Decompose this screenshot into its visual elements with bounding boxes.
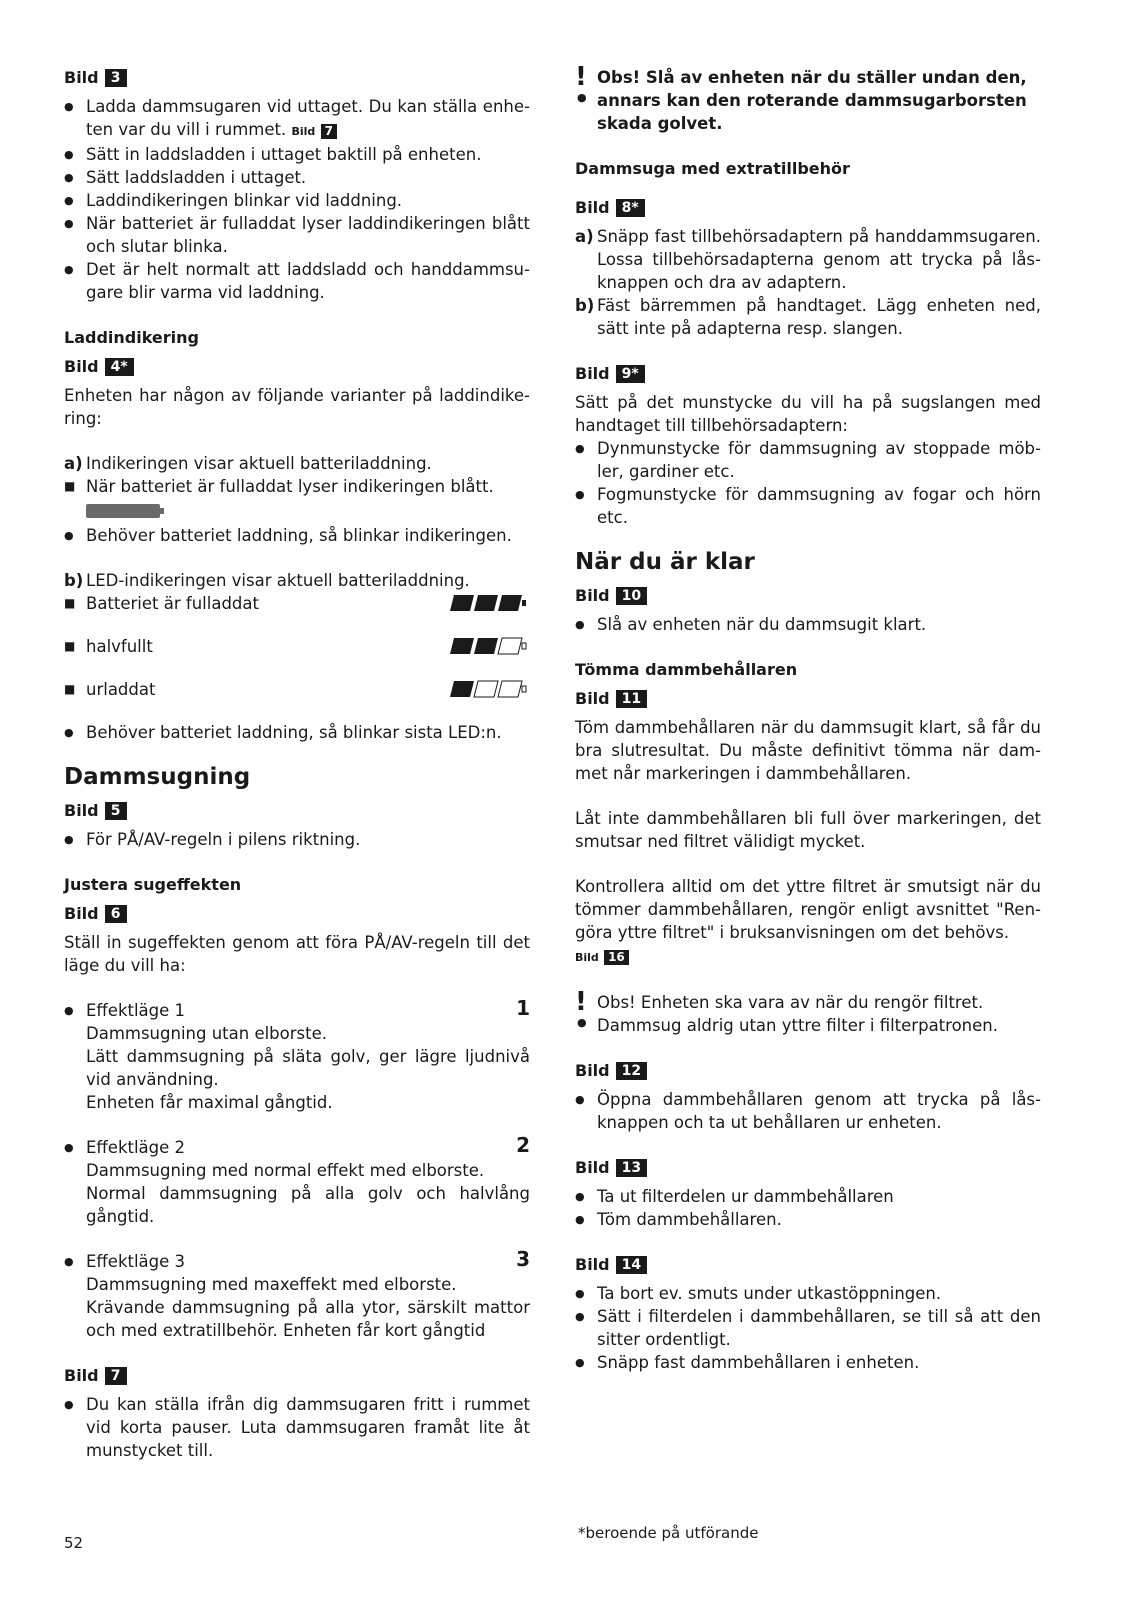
effect-number: ● 3: [516, 1247, 530, 1271]
list-item: ● Ta bort ev. smuts under utkastöppningen.: [575, 1282, 1041, 1305]
list-item: ● När batteriet är fulladdat lyser laddindikeringen blått och slutar blinka.: [64, 212, 530, 258]
section-title: Dammsugning: [64, 764, 251, 790]
warning-note: ! ● Obs! Enheten ska vara av när du rengör filtret. Dammsug aldrig utan yttre filter i filterpatronen.: [575, 987, 998, 1035]
figure-badge: 9*: [616, 365, 645, 383]
figure-badge: 3: [105, 69, 127, 87]
paragraph: Låt inte dammbehållaren bli full över markeringen, det smutsar ned filtret välidigt mycket.: [575, 809, 1041, 851]
effect-level-1: ● 1 Effektläge 1 Dammsugning utan elborste. Lätt dammsugning på släta golv, ger lägre ljudnivå vid användning. Enheten får maximal gångtid.: [64, 999, 530, 1114]
figure-ref-7: Bild 7: [64, 1364, 530, 1387]
figure-ref-3: Bild 3: [64, 66, 530, 89]
battery-full-icon: [450, 594, 528, 618]
list-item: ■ När batteriet är fulladdat lyser indikeringen blått.: [64, 475, 530, 520]
figure-ref-12: Bild 12: [575, 1059, 1041, 1082]
battery-empty-icon: [450, 680, 528, 704]
list-item: ● Behöver batteriet laddning, så blinkar sista LED:n.: [64, 721, 530, 744]
figure-ref-9: Bild 9*: [575, 362, 1041, 385]
section-heading: Tömma dammbehållaren: [575, 660, 798, 679]
warning-note: ! ● Obs! Slå av enheten när du ställer undan den, annars kan den roterande dammsugarborsten skada golvet.: [575, 62, 1027, 133]
figure-ref-11: Bild 11: [575, 687, 1041, 710]
figure-badge: 6: [105, 905, 127, 923]
list-item: ● Behöver batteriet laddning, så blinkar indikeringen.: [64, 524, 530, 547]
list-item: ● Sätt i filterdelen i dammbehållaren, se till så att den sitter ordentligt.: [575, 1305, 1041, 1351]
figure-badge: 12: [616, 1062, 647, 1080]
list-item: ● Snäpp fast dammbehållaren i enheten.: [575, 1351, 1041, 1374]
list-item: ■ urladdat: [64, 678, 530, 701]
figure-badge: 14: [616, 1256, 647, 1274]
list-item: ■ halvfullt: [64, 635, 530, 658]
list-item: ● Öppna dammbehållaren genom att trycka på låsknappen och ta ut behållaren ur enheten.: [575, 1088, 1041, 1134]
figure-badge: 4*: [105, 358, 134, 376]
paragraph: Enheten har någon av följande varianter på laddindikering:: [64, 386, 530, 428]
step-a: a) Snäpp fast tillbehörsadaptern på handdammsugaren. Lossa tillbehörsadapterna genom att trycka på låsknappen och dra av adaptern.: [575, 227, 1041, 292]
list-item: ● Dynmunstycke för dammsugning av stoppade möbler, gardiner etc.: [575, 437, 1041, 483]
bullet-icon: ●: [577, 1016, 587, 1029]
list-item: ● Slå av enheten när du dammsugit klart.: [575, 613, 1041, 636]
battery-half-icon: [450, 637, 528, 661]
footnote: *beroende på utförande: [578, 1524, 759, 1542]
right-column: [575, 62, 1041, 1374]
exclamation-icon: !: [575, 987, 587, 1017]
bullet-icon: ●: [577, 91, 587, 104]
battery-bar-icon: [86, 502, 530, 520]
figure-badge: 5: [105, 802, 127, 820]
effect-number: ● 2: [516, 1133, 530, 1157]
list-item: ● Ladda dammsugaren vid uttaget. Du kan ställa enheten var du vill i rummet. Bild 7: [64, 95, 530, 143]
figure-ref-13: Bild 13: [575, 1156, 1041, 1179]
section-title: När du är klar: [575, 549, 755, 575]
figure-badge: 10: [616, 587, 647, 605]
figure-badge: 7: [105, 1367, 127, 1385]
figure-ref-10: Bild 10: [575, 584, 1041, 607]
effect-level-3: ● 3 Effektläge 3 Dammsugning med maxeffekt med elborste. Krävande dammsugning på alla ytor, särskilt mattor och med extratillbehör. Enheten får kort gångtid: [64, 1250, 530, 1342]
effect-number: ● 1: [516, 996, 530, 1020]
variant-a: a) Indikeringen visar aktuell batteriladdning.: [64, 454, 432, 473]
list-item: ● Ta ut filterdelen ur dammbehållaren: [575, 1185, 1041, 1208]
list-item: ● Sätt in laddsladden i uttaget baktill på enheten.: [64, 143, 530, 166]
list-item: ■ Batteriet är fulladdat: [64, 592, 530, 615]
list-item: ● Töm dammbehållaren.: [575, 1208, 1041, 1231]
variant-b: b) LED-indikeringen visar aktuell batteriladdning.: [64, 571, 470, 590]
figure-ref-4: Bild 4*: [64, 355, 530, 378]
section-heading: Justera sugeffekten: [64, 875, 242, 894]
list-item: ● Fogmunstycke för dammsugning av fogar och hörn etc.: [575, 483, 1041, 529]
paragraph: Kontrollera alltid om det yttre filtret är smutsigt när du tömmer dammbehållaren, rengör enligt avsnittet "Rengöra yttre filtret" i bruksanvisningen om det behövs. Bild 16: [575, 877, 1041, 964]
exclamation-icon: !: [575, 62, 587, 92]
figure-ref-5: Bild 5: [64, 799, 530, 822]
list-item: ● Det är helt normalt att laddsladd och handdammsugare blir varma vid laddning.: [64, 258, 530, 304]
step-b: b) Fäst bärremmen på handtaget. Lägg enheten ned, sätt inte på adapterna resp. slangen.: [575, 296, 1041, 338]
list-item: ● Laddindikeringen blinkar vid laddning.: [64, 189, 530, 212]
list-item: ● Du kan ställa ifrån dig dammsugaren fritt i rummet vid korta pauser. Luta dammsugaren framåt lite åt munstycket till.: [64, 1393, 530, 1462]
figure-badge: 8*: [616, 199, 645, 217]
figure-badge: 13: [616, 1159, 647, 1177]
paragraph: Töm dammbehållaren när du dammsugit klart, så får du bra slutresultat. Du måste definitivt tömma när dammet når markeringen i dammbehållaren.: [575, 718, 1041, 783]
paragraph: Ställ in sugeffekten genom att föra PÅ/AV-regeln till det läge du vill ha:: [64, 933, 530, 975]
paragraph: Sätt på det munstycke du vill ha på sugslangen med handtaget till tillbehörsadaptern:: [575, 393, 1041, 435]
figure-ref-6: Bild 6: [64, 902, 530, 925]
figure-ref-14: Bild 14: [575, 1253, 1041, 1276]
charge-list: [64, 95, 530, 304]
figure-ref-8: Bild 8*: [575, 196, 1041, 219]
effect-level-2: ● 2 Effektläge 2 Dammsugning med normal effekt med elborste. Normal dammsugning på alla golv och halvlång gångtid.: [64, 1136, 530, 1228]
list-item: ● Sätt laddsladden i uttaget.: [64, 166, 530, 189]
left-column: [64, 66, 530, 1462]
figure-badge: 11: [616, 690, 647, 708]
list-item: ● För PÅ/AV-regeln i pilens riktning.: [64, 828, 530, 851]
section-heading: Dammsuga med extratillbehör: [575, 159, 850, 178]
page-number: 52: [64, 1534, 84, 1552]
section-heading: Laddindikering: [64, 328, 199, 347]
